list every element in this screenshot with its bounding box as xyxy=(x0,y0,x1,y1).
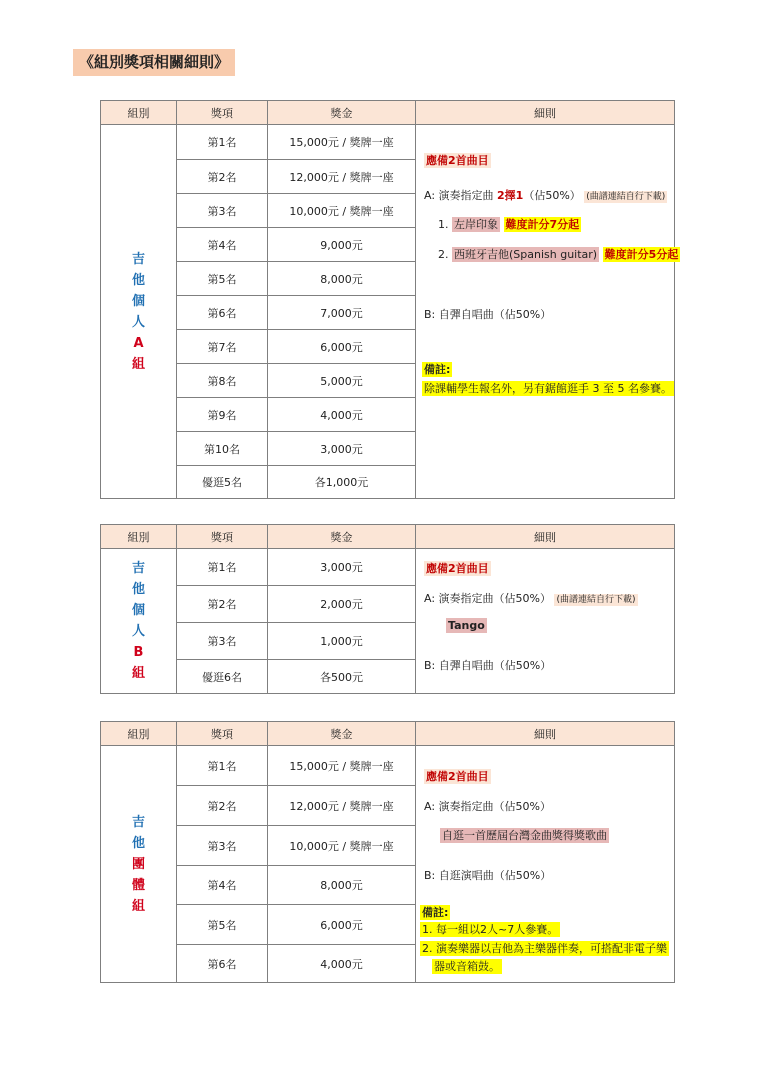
rank-cell: 第8名 xyxy=(177,364,268,398)
group-char: 體 xyxy=(131,877,145,893)
score-link-note: (曲譜連結自行下載) xyxy=(586,192,666,202)
rules-cell xyxy=(416,549,675,694)
prize-cell: 5,000元 xyxy=(268,364,416,398)
rule-a-prefix: A: 演奏指定曲 xyxy=(424,189,498,202)
group-char: B xyxy=(133,645,144,660)
header-row xyxy=(101,525,675,549)
song2-num: 2. xyxy=(438,248,449,261)
rule-a-suffix: （佔50%） xyxy=(523,189,581,202)
group-char: 個 xyxy=(131,603,145,618)
rank-cell: 第5名 xyxy=(177,905,268,945)
remark-label: 備註: xyxy=(424,363,451,376)
remark-2-cont: 器或音箱鼓。 xyxy=(434,960,500,973)
page-title: 《組別獎項相關細則》 xyxy=(73,49,235,76)
prize-cell: 12,000元 / 獎牌一座 xyxy=(268,786,416,826)
prize-cell: 4,000元 xyxy=(268,398,416,432)
group-char: 他 xyxy=(131,835,145,851)
header-prize: 獎金 xyxy=(268,101,416,125)
rank-cell: 第3名 xyxy=(177,623,268,660)
table-row xyxy=(101,125,675,160)
rank-cell: 第3名 xyxy=(177,194,268,228)
header-award: 獎項 xyxy=(177,101,268,125)
rank-cell: 第2名 xyxy=(177,786,268,826)
rule-a-choice: 2擇1 xyxy=(497,189,524,202)
song1-title: 左岸印象 xyxy=(454,218,498,231)
rank-cell: 第7名 xyxy=(177,330,268,364)
prize-cell: 4,000元 xyxy=(268,945,416,983)
prize-cell: 15,000元 / 獎牌一座 xyxy=(268,125,416,160)
song1-num: 1. xyxy=(438,218,449,231)
section-a-table xyxy=(100,100,679,499)
prize-cell: 各500元 xyxy=(268,660,416,694)
header-award: 獎項 xyxy=(177,525,268,549)
prize-cell: 6,000元 xyxy=(268,330,416,364)
prize-cell: 3,000元 xyxy=(268,549,416,586)
group-char: 人 xyxy=(131,624,145,639)
rules-heading: 應備2首曲目 xyxy=(426,770,489,783)
header-group: 組別 xyxy=(101,525,177,549)
remark-1: 1. 每一組以2人~7人參賽。 xyxy=(422,923,559,936)
remark-label: 備註: xyxy=(422,906,449,919)
group-char: 團 xyxy=(131,856,145,872)
header-group: 組別 xyxy=(101,101,177,125)
prize-cell: 10,000元 / 獎牌一座 xyxy=(268,826,416,866)
rules-heading: 應備2首曲目 xyxy=(426,562,489,575)
rank-cell: 第1名 xyxy=(177,549,268,586)
song2-title: 西班牙吉他(Spanish guitar) xyxy=(454,248,598,261)
rule-b: B: 自逛演唱曲（佔50%） xyxy=(424,869,552,882)
prize-cell: 1,000元 xyxy=(268,623,416,660)
rank-cell: 第2名 xyxy=(177,160,268,194)
song1-difficulty: 難度計分7分起 xyxy=(505,218,580,231)
prize-cell: 3,000元 xyxy=(268,432,416,466)
prize-cell: 各1,000元 xyxy=(268,466,416,499)
group-char: 人 xyxy=(131,314,145,330)
section-b-table xyxy=(100,524,675,694)
header-prize: 獎金 xyxy=(268,525,416,549)
group-char: A xyxy=(133,335,144,351)
group-label xyxy=(101,549,177,694)
group-char: 組 xyxy=(131,356,145,372)
song2-difficulty: 難度計分5分起 xyxy=(604,248,679,261)
rank-cell: 第4名 xyxy=(177,228,268,262)
group-label xyxy=(101,746,177,983)
rank-cell: 第3名 xyxy=(177,826,268,866)
group-char: 個 xyxy=(131,293,145,309)
rank-cell: 第10名 xyxy=(177,432,268,466)
prize-cell: 10,000元 / 獎牌一座 xyxy=(268,194,416,228)
rule-b: B: 自彈自唱曲（佔50%） xyxy=(424,308,552,321)
header-rules: 細則 xyxy=(416,525,675,549)
rules-heading: 應備2首曲目 xyxy=(426,154,489,167)
rule-a: A: 演奏指定曲（佔50%） xyxy=(424,800,551,813)
prize-cell: 12,000元 / 獎牌一座 xyxy=(268,160,416,194)
group-char: 組 xyxy=(131,666,145,681)
prize-cell: 8,000元 xyxy=(268,262,416,296)
song-title: Tango xyxy=(448,619,485,632)
group-char: 組 xyxy=(131,898,145,914)
remark-text: 除課輔學生報名外，另有鋸館逛手 3 至 5 名參賽。 xyxy=(424,382,672,395)
group-char: 吉 xyxy=(131,814,145,830)
table-row xyxy=(101,549,675,586)
rank-cell: 第6名 xyxy=(177,296,268,330)
header-rules: 細則 xyxy=(416,101,675,125)
header-rules: 細則 xyxy=(416,722,675,746)
group-char: 吉 xyxy=(131,251,145,267)
header-prize: 獎金 xyxy=(268,722,416,746)
group-char: 吉 xyxy=(131,561,145,576)
group-char: 他 xyxy=(131,272,145,288)
rank-cell: 第4名 xyxy=(177,866,268,905)
song-title: 自逛一首歷屆台灣金曲獎得獎歌曲 xyxy=(442,829,607,842)
prize-cell: 9,000元 xyxy=(268,228,416,262)
rule-b: B: 自彈自唱曲（佔50%） xyxy=(424,659,552,672)
table-row xyxy=(101,746,675,786)
header-award: 獎項 xyxy=(177,722,268,746)
rules-cell xyxy=(416,125,679,499)
prize-cell: 15,000元 / 獎牌一座 xyxy=(268,746,416,786)
rules-cell xyxy=(416,746,675,983)
prize-cell: 2,000元 xyxy=(268,586,416,623)
prize-cell: 7,000元 xyxy=(268,296,416,330)
rank-cell: 優逛6名 xyxy=(177,660,268,694)
prize-cell: 6,000元 xyxy=(268,905,416,945)
header-row xyxy=(101,722,675,746)
group-label xyxy=(101,125,177,499)
section-c-table xyxy=(100,721,675,983)
header-row xyxy=(101,101,675,125)
rank-cell: 第5名 xyxy=(177,262,268,296)
header-group: 組別 xyxy=(101,722,177,746)
rank-cell: 第2名 xyxy=(177,586,268,623)
remark-2: 2. 演奏樂器以吉他為主樂器伴奏，可搭配非電子樂 xyxy=(422,942,667,955)
rule-a: A: 演奏指定曲（佔50%） xyxy=(424,592,551,605)
rank-cell: 第9名 xyxy=(177,398,268,432)
prize-cell: 8,000元 xyxy=(268,866,416,905)
rank-cell: 第1名 xyxy=(177,125,268,160)
rank-cell: 第6名 xyxy=(177,945,268,983)
group-char: 他 xyxy=(131,582,145,597)
rank-cell: 第1名 xyxy=(177,746,268,786)
score-link-note: (曲譜連結自行下載) xyxy=(556,595,636,605)
rank-cell: 優逛5名 xyxy=(177,466,268,499)
